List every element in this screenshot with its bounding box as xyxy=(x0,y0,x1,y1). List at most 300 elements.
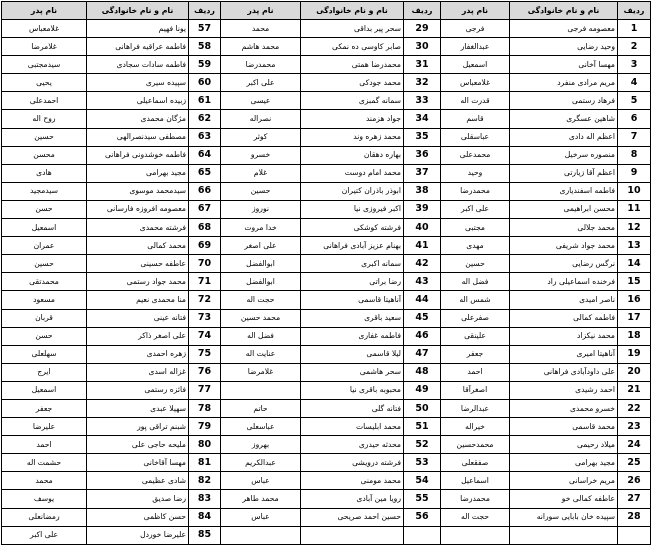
row-number-cell xyxy=(404,526,441,544)
father-name-cell: حجت اله xyxy=(221,291,301,309)
row-number-cell: 29 xyxy=(404,20,441,38)
father-name-cell: عنایت اله xyxy=(221,345,301,363)
row-number-cell: 42 xyxy=(404,255,441,273)
row-number-cell: 84 xyxy=(189,508,221,526)
row-number-cell: 11 xyxy=(618,200,651,218)
full-name-cell: آناهیتا امیری xyxy=(510,345,618,363)
father-name-cell: سیدمجید xyxy=(2,182,87,200)
row-number-cell: 68 xyxy=(189,219,221,237)
father-name-cell: حسن xyxy=(2,327,87,345)
row-number-cell: 37 xyxy=(404,164,441,182)
row-number-cell: 38 xyxy=(404,182,441,200)
full-name-cell: فرهاد رستمی xyxy=(510,92,618,110)
father-name-cell: حاتم xyxy=(221,399,301,417)
father-name-cell: مسعود xyxy=(2,291,87,309)
row-number-cell: 19 xyxy=(618,345,651,363)
full-name-cell: سعید باقری xyxy=(301,309,404,327)
header-father-name: نام پدر xyxy=(221,2,301,20)
row-number-cell: 60 xyxy=(189,74,221,92)
row-number-cell: 67 xyxy=(189,200,221,218)
father-name-cell: قاسم xyxy=(441,110,510,128)
table-row xyxy=(2,255,651,273)
father-name-cell: فضل اله xyxy=(441,273,510,291)
full-name-cell: حسین احمد صریحی xyxy=(301,508,404,526)
full-name-cell: سهیلا عبدی xyxy=(87,399,189,417)
row-number-cell: 10 xyxy=(618,182,651,200)
full-name-cell: مژگان محمدی xyxy=(87,110,189,128)
roster-table xyxy=(1,1,651,545)
row-number-cell: 61 xyxy=(189,92,221,110)
full-name-cell: سحر هاشمی xyxy=(301,363,404,381)
father-name-cell: غلامرضا xyxy=(221,363,301,381)
row-number-cell: 12 xyxy=(618,219,651,237)
full-name-cell: محمد مومنی xyxy=(301,472,404,490)
header-father-name: نام پدر xyxy=(441,2,510,20)
father-name-cell: روح اله xyxy=(2,110,87,128)
row-number-cell: 57 xyxy=(189,20,221,38)
father-name-cell: صفرعلی xyxy=(441,309,510,327)
table-row xyxy=(2,146,651,164)
father-name-cell: جعفر xyxy=(441,345,510,363)
full-name-cell: فتانه گلی xyxy=(301,399,404,417)
row-number-cell: 27 xyxy=(618,490,651,508)
father-name-cell: قدرت اله xyxy=(441,92,510,110)
father-name-cell: محمدتقی xyxy=(2,273,87,291)
full-name-cell: محمد ابلیسات xyxy=(301,418,404,436)
father-name-cell: وحید xyxy=(441,164,510,182)
table-row xyxy=(2,182,651,200)
row-number-cell: 4 xyxy=(618,74,651,92)
row-number-cell: 79 xyxy=(189,418,221,436)
full-name-cell: مهسا آقاخانی xyxy=(87,454,189,472)
full-name-cell: زبیده اسماعیلی xyxy=(87,92,189,110)
father-name-cell: عباسقلی xyxy=(441,128,510,146)
father-name-cell: عمران xyxy=(2,237,87,255)
table-row xyxy=(2,436,651,454)
full-name-cell: محمد امام دوست xyxy=(301,164,404,182)
table-row xyxy=(2,20,651,38)
table-row xyxy=(2,273,651,291)
row-number-cell: 18 xyxy=(618,327,651,345)
father-name-cell: حشمت اله xyxy=(2,454,87,472)
full-name-cell: نرگس رضایی xyxy=(510,255,618,273)
father-name-cell: اصغرآقا xyxy=(441,381,510,399)
full-name-cell: ابوذر باذران کتیران xyxy=(301,182,404,200)
row-number-cell: 35 xyxy=(404,128,441,146)
table-row xyxy=(2,345,651,363)
father-name-cell: مجتبی xyxy=(441,219,510,237)
full-name-cell: اکبر فیروزی نیا xyxy=(301,200,404,218)
table-row xyxy=(2,56,651,74)
table-row xyxy=(2,110,651,128)
table-row xyxy=(2,92,651,110)
row-number-cell: 70 xyxy=(189,255,221,273)
father-name-cell: غلامرضا xyxy=(2,38,87,56)
row-number-cell: 51 xyxy=(404,418,441,436)
father-name-cell xyxy=(221,526,301,544)
header-row-no: ردیف xyxy=(404,2,441,20)
father-name-cell: احمد xyxy=(441,363,510,381)
row-number-cell: 49 xyxy=(404,381,441,399)
row-number-cell: 24 xyxy=(618,436,651,454)
table-row xyxy=(2,237,651,255)
father-name-cell: نصراله xyxy=(221,110,301,128)
father-name-cell: هادی xyxy=(2,164,87,182)
full-name-cell: فاطمه غفاری xyxy=(301,327,404,345)
father-name-cell: غلامعباس xyxy=(441,74,510,92)
row-number-cell: 78 xyxy=(189,399,221,417)
row-number-cell: 31 xyxy=(404,56,441,74)
father-name-cell: مهدی xyxy=(441,237,510,255)
father-name-cell: جعفر xyxy=(2,399,87,417)
row-number-cell: 7 xyxy=(618,128,651,146)
father-name-cell: عیسی xyxy=(221,92,301,110)
full-name-cell: سمانه اکبری xyxy=(301,255,404,273)
full-name-cell: محمدرضا همتی xyxy=(301,56,404,74)
full-name-cell xyxy=(510,526,618,544)
father-name-cell: علیرضا xyxy=(2,418,87,436)
father-name-cell: اسمعیل xyxy=(2,219,87,237)
row-number-cell: 16 xyxy=(618,291,651,309)
header-full-name: نام و نام خانوادگی xyxy=(301,2,404,20)
row-number-cell xyxy=(618,526,651,544)
row-number-cell: 59 xyxy=(189,56,221,74)
full-name-cell: محبوبه باقری نیا xyxy=(301,381,404,399)
full-name-cell: محمد جودکی xyxy=(301,74,404,92)
full-name-cell: سپیده خان بابایی سورانه xyxy=(510,508,618,526)
father-name-cell: کوثر xyxy=(221,128,301,146)
row-number-cell: 2 xyxy=(618,38,651,56)
row-number-cell: 9 xyxy=(618,164,651,182)
full-name-cell: محمد کمالی xyxy=(87,237,189,255)
table-row xyxy=(2,291,651,309)
row-number-cell: 3 xyxy=(618,56,651,74)
full-name-cell: علی داودآبادی فراهانی xyxy=(510,363,618,381)
row-number-cell: 73 xyxy=(189,309,221,327)
full-name-cell: آناهیتا قاسمی xyxy=(301,291,404,309)
father-name-cell: محمدحسین xyxy=(441,436,510,454)
full-name-cell: علی اصغر ذاکر xyxy=(87,327,189,345)
full-name-cell: محمد نیکزاد xyxy=(510,327,618,345)
full-name-cell: ناصر امیدی xyxy=(510,291,618,309)
row-number-cell: 33 xyxy=(404,92,441,110)
row-number-cell: 75 xyxy=(189,345,221,363)
row-number-cell: 69 xyxy=(189,237,221,255)
row-number-cell: 53 xyxy=(404,454,441,472)
father-name-cell: فضل اله xyxy=(221,327,301,345)
table-row xyxy=(2,508,651,526)
full-name-cell: مریم خراسانی xyxy=(510,472,618,490)
row-number-cell: 45 xyxy=(404,309,441,327)
father-name-cell: عبدالغفار xyxy=(441,38,510,56)
full-name-cell: شادی عظیمی xyxy=(87,472,189,490)
full-name-cell: محمد جواد رستمی xyxy=(87,273,189,291)
father-name-cell: محمد xyxy=(2,472,87,490)
full-name-cell: مجید بهرامی xyxy=(87,164,189,182)
father-name-cell: رمضانعلی xyxy=(2,508,87,526)
father-name-cell: حسن xyxy=(2,200,87,218)
row-number-cell: 15 xyxy=(618,273,651,291)
father-name-cell xyxy=(441,526,510,544)
father-name-cell: احمدعلی xyxy=(2,92,87,110)
full-name-cell: فرشته محمدی xyxy=(87,219,189,237)
row-number-cell: 40 xyxy=(404,219,441,237)
father-name-cell: حسین xyxy=(221,182,301,200)
father-name-cell: محمدعلی xyxy=(441,146,510,164)
row-number-cell: 14 xyxy=(618,255,651,273)
full-name-cell: رضا صدیق xyxy=(87,490,189,508)
full-name-cell: زهره احمدی xyxy=(87,345,189,363)
header-father-name: نام پدر xyxy=(2,2,87,20)
full-name-cell xyxy=(301,526,404,544)
table-row xyxy=(2,164,651,182)
table-row xyxy=(2,490,651,508)
row-number-cell: 66 xyxy=(189,182,221,200)
row-number-cell: 6 xyxy=(618,110,651,128)
table-row xyxy=(2,74,651,92)
father-name-cell: خسرو xyxy=(221,146,301,164)
table-row xyxy=(2,309,651,327)
table-row xyxy=(2,399,651,417)
row-number-cell: 30 xyxy=(404,38,441,56)
full-name-cell: میلاد رحیمی xyxy=(510,436,618,454)
full-name-cell: حسن کاظمی xyxy=(87,508,189,526)
row-number-cell: 46 xyxy=(404,327,441,345)
row-number-cell: 77 xyxy=(189,381,221,399)
table-row xyxy=(2,472,651,490)
father-name-cell: حجت اله xyxy=(441,508,510,526)
table-row xyxy=(2,128,651,146)
father-name-cell: عباسعلی xyxy=(221,418,301,436)
row-number-cell: 8 xyxy=(618,146,651,164)
father-name-cell: عباس xyxy=(221,472,301,490)
full-name-cell: صابر کاوسی ده نمکی xyxy=(301,38,404,56)
father-name-cell: اسمعیل xyxy=(2,381,87,399)
row-number-cell: 26 xyxy=(618,472,651,490)
father-name-cell: علی اکبر xyxy=(2,526,87,544)
full-name-cell: سیدمحمد موسوی xyxy=(87,182,189,200)
father-name-cell: قربان xyxy=(2,309,87,327)
row-number-cell: 13 xyxy=(618,237,651,255)
full-name-cell: عاطفه حسینی xyxy=(87,255,189,273)
father-name-cell: احمد xyxy=(2,436,87,454)
header-row-no: ردیف xyxy=(618,2,651,20)
full-name-cell: معصومه افروزه فارسانی xyxy=(87,200,189,218)
row-number-cell: 58 xyxy=(189,38,221,56)
father-name-cell: علی اکبر xyxy=(441,200,510,218)
full-name-cell: محدثه حیدری xyxy=(301,436,404,454)
father-name-cell: سیدمجتبی xyxy=(2,56,87,74)
full-name-cell: محمد قاسمی xyxy=(510,418,618,436)
row-number-cell: 17 xyxy=(618,309,651,327)
father-name-cell: غلام xyxy=(221,164,301,182)
full-name-cell: عاطفه کمالی خو xyxy=(510,490,618,508)
row-number-cell: 65 xyxy=(189,164,221,182)
row-number-cell: 56 xyxy=(404,508,441,526)
full-name-cell: علیرضا خوردل xyxy=(87,526,189,544)
father-name-cell: محمد xyxy=(221,20,301,38)
father-name-cell: محمد حسین xyxy=(221,309,301,327)
father-name-cell: غلامعباس xyxy=(2,20,87,38)
full-name-cell: فاطمه عراقیه فراهانی xyxy=(87,38,189,56)
full-name-cell: محمد جلالی xyxy=(510,219,618,237)
full-name-cell: سحر پیر بداقی xyxy=(301,20,404,38)
row-number-cell: 43 xyxy=(404,273,441,291)
row-number-cell: 80 xyxy=(189,436,221,454)
father-name-cell: حسین xyxy=(2,128,87,146)
full-name-cell: احمد رشیدی xyxy=(510,381,618,399)
father-name-cell xyxy=(221,381,301,399)
full-name-cell: منصوره سرخیل xyxy=(510,146,618,164)
row-number-cell: 28 xyxy=(618,508,651,526)
row-number-cell: 23 xyxy=(618,418,651,436)
father-name-cell: نوروز xyxy=(221,200,301,218)
full-name-cell: شاهین عسگری xyxy=(510,110,618,128)
father-name-cell: عبدالکریم xyxy=(221,454,301,472)
full-name-cell: سپیده سیری xyxy=(87,74,189,92)
full-name-cell: محمد جواد شریفی xyxy=(510,237,618,255)
row-number-cell: 21 xyxy=(618,381,651,399)
full-name-cell: بهنام عزیز آبادی فراهانی xyxy=(301,237,404,255)
row-number-cell: 41 xyxy=(404,237,441,255)
full-name-cell: سمانه گمبزی xyxy=(301,92,404,110)
full-name-cell: فرشته کوشکی xyxy=(301,219,404,237)
row-number-cell: 74 xyxy=(189,327,221,345)
full-name-cell: خسرو محمدی xyxy=(510,399,618,417)
row-number-cell: 62 xyxy=(189,110,221,128)
father-name-cell: حسین xyxy=(2,255,87,273)
header-full-name: نام و نام خانوادگی xyxy=(510,2,618,20)
father-name-cell: ایرج xyxy=(2,363,87,381)
row-number-cell: 54 xyxy=(404,472,441,490)
full-name-cell: بهاره دهقان xyxy=(301,146,404,164)
full-name-cell: مصطفی سیدنصرالهی xyxy=(87,128,189,146)
father-name-cell: محمدرضا xyxy=(441,182,510,200)
table-row xyxy=(2,454,651,472)
full-name-cell: مجید بهرامی xyxy=(510,454,618,472)
father-name-cell: محمدرضا xyxy=(221,56,301,74)
row-number-cell: 85 xyxy=(189,526,221,544)
full-name-cell: فاطمه اسفندیاری xyxy=(510,182,618,200)
father-name-cell: محمد هاشم xyxy=(221,38,301,56)
father-name-cell: سهلعلی xyxy=(2,345,87,363)
full-name-cell: فاطمه کمالی xyxy=(510,309,618,327)
father-name-cell: ابوالفضل xyxy=(221,255,301,273)
row-number-cell: 1 xyxy=(618,20,651,38)
father-name-cell: محمد طاهر xyxy=(221,490,301,508)
table-row xyxy=(2,38,651,56)
row-number-cell: 52 xyxy=(404,436,441,454)
full-name-cell: رویا مین آبادی xyxy=(301,490,404,508)
row-number-cell: 64 xyxy=(189,146,221,164)
father-name-cell: حسین xyxy=(441,255,510,273)
row-number-cell: 83 xyxy=(189,490,221,508)
full-name-cell: ملیحه حاجی علی xyxy=(87,436,189,454)
father-name-cell: عبدالرضا xyxy=(441,399,510,417)
full-name-cell: جواد هزمند xyxy=(301,110,404,128)
full-name-cell: معصومه فرجی xyxy=(510,20,618,38)
full-name-cell: فاطمه خوشدونی فراهانی xyxy=(87,146,189,164)
full-name-cell: وحید رضایی xyxy=(510,38,618,56)
row-number-cell: 48 xyxy=(404,363,441,381)
father-name-cell: خدا مروت xyxy=(221,219,301,237)
father-name-cell: علی اصغر xyxy=(221,237,301,255)
row-number-cell: 55 xyxy=(404,490,441,508)
full-name-cell: فاطمه سادات سجادی xyxy=(87,56,189,74)
father-name-cell: فرجی xyxy=(441,20,510,38)
header-row-no: ردیف xyxy=(189,2,221,20)
row-number-cell: 34 xyxy=(404,110,441,128)
full-name-cell: اعظم اله دادی xyxy=(510,128,618,146)
full-name-cell: فرشته درویشی xyxy=(301,454,404,472)
table-row xyxy=(2,526,651,544)
table-row xyxy=(2,219,651,237)
row-number-cell: 63 xyxy=(189,128,221,146)
full-name-cell: غزاله اسدی xyxy=(87,363,189,381)
full-name-cell: رضا براتی xyxy=(301,273,404,291)
father-name-cell: محسن xyxy=(2,146,87,164)
row-number-cell: 22 xyxy=(618,399,651,417)
row-number-cell: 5 xyxy=(618,92,651,110)
full-name-cell: فتانه عینی xyxy=(87,309,189,327)
father-name-cell: اسماعیل xyxy=(441,472,510,490)
father-name-cell: اسمعیل xyxy=(441,56,510,74)
table-row xyxy=(2,327,651,345)
full-name-cell: شبنم تراقی پور xyxy=(87,418,189,436)
father-name-cell: عباس xyxy=(221,508,301,526)
table-row xyxy=(2,381,651,399)
row-number-cell: 25 xyxy=(618,454,651,472)
full-name-cell: فرخنده اسماعیلی راد xyxy=(510,273,618,291)
row-number-cell: 50 xyxy=(404,399,441,417)
row-number-cell: 81 xyxy=(189,454,221,472)
full-name-cell: محمد زهره وند xyxy=(301,128,404,146)
row-number-cell: 32 xyxy=(404,74,441,92)
full-name-cell: مهسا آخانی xyxy=(510,56,618,74)
father-name-cell: علی اکبر xyxy=(221,74,301,92)
father-name-cell: یحیی xyxy=(2,74,87,92)
header-row xyxy=(2,2,651,20)
row-number-cell: 82 xyxy=(189,472,221,490)
full-name-cell: فائزه رستمی xyxy=(87,381,189,399)
row-number-cell: 72 xyxy=(189,291,221,309)
header-full-name: نام و نام خانوادگی xyxy=(87,2,189,20)
row-number-cell: 76 xyxy=(189,363,221,381)
full-name-cell: لیلا قاسمی xyxy=(301,345,404,363)
father-name-cell: بهروز xyxy=(221,436,301,454)
father-name-cell: خیراله xyxy=(441,418,510,436)
father-name-cell: ابوالفضل xyxy=(221,273,301,291)
row-number-cell: 36 xyxy=(404,146,441,164)
father-name-cell: علینقی xyxy=(441,327,510,345)
table-row xyxy=(2,363,651,381)
row-number-cell: 47 xyxy=(404,345,441,363)
row-number-cell: 39 xyxy=(404,200,441,218)
full-name-cell: اعظم آقا زیارتی xyxy=(510,164,618,182)
full-name-cell: مریم مرادی منفرد xyxy=(510,74,618,92)
row-number-cell: 44 xyxy=(404,291,441,309)
full-name-cell: یونا فهیم xyxy=(87,20,189,38)
full-name-cell: محسن ابراهیمی xyxy=(510,200,618,218)
father-name-cell: محمدرضا xyxy=(441,490,510,508)
table-row xyxy=(2,418,651,436)
row-number-cell: 71 xyxy=(189,273,221,291)
father-name-cell: صفقعلی xyxy=(441,454,510,472)
table-row xyxy=(2,200,651,218)
full-name-cell: منا محمدی نعیم xyxy=(87,291,189,309)
row-number-cell: 20 xyxy=(618,363,651,381)
father-name-cell: شمس اله xyxy=(441,291,510,309)
